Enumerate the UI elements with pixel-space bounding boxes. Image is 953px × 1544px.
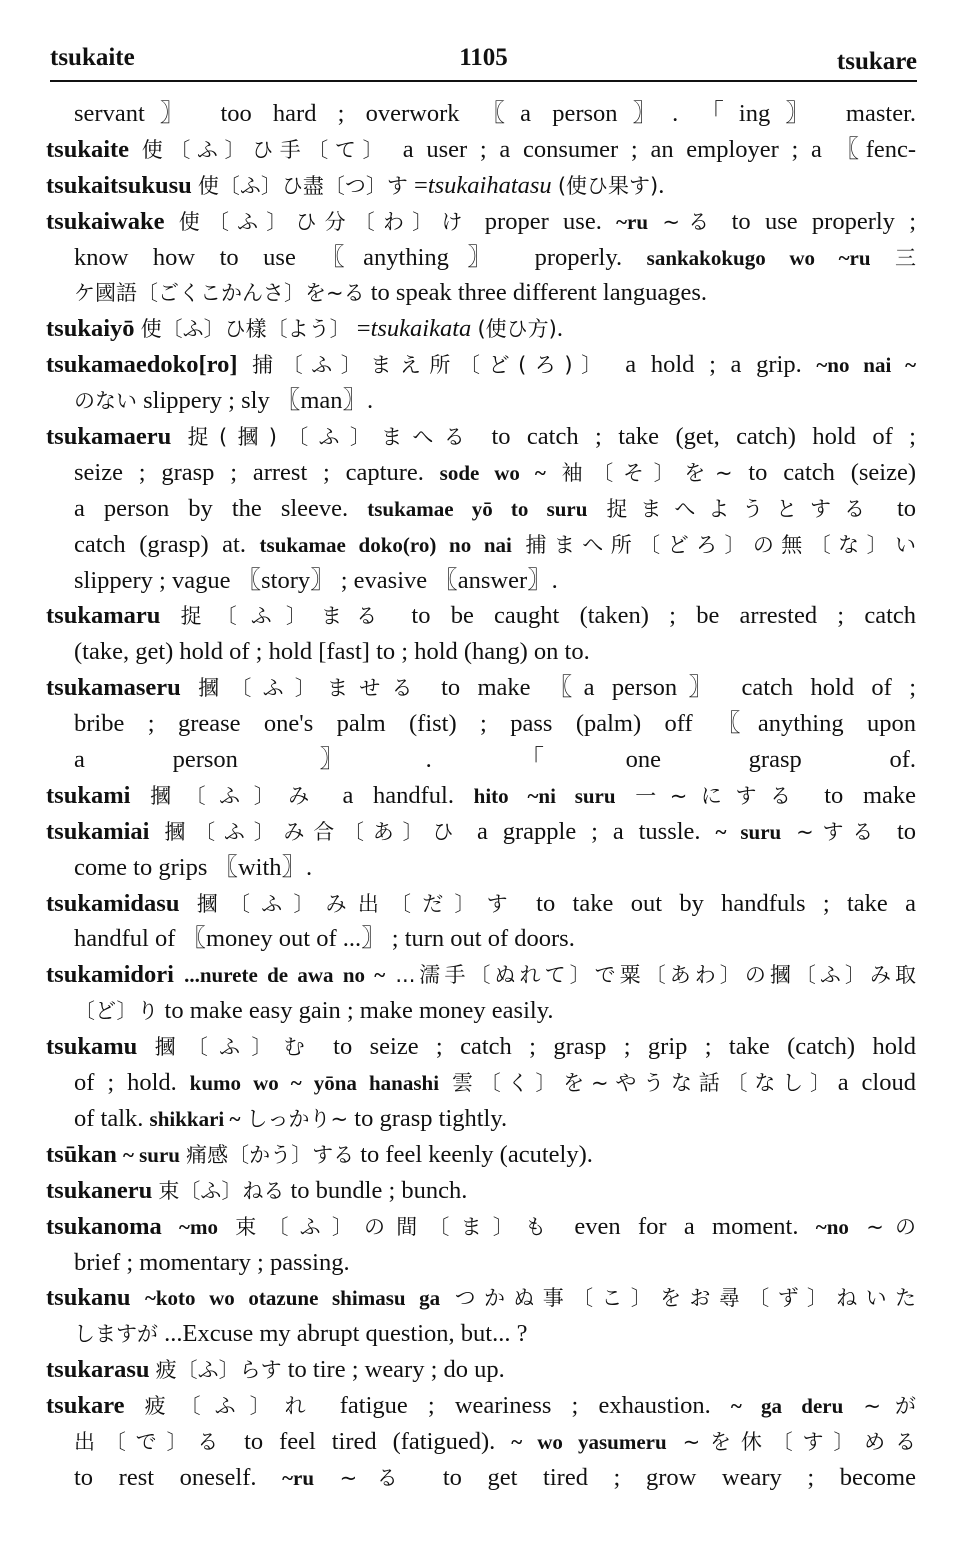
- definition-text: a person by the sleeve.: [74, 494, 368, 522]
- text-line: [46, 814, 916, 850]
- definition-text: to take out by handfuls ; take a: [518, 889, 916, 917]
- definition-text: =: [350, 315, 371, 343]
- definition-text: fatigue ; weariness ; exhaustion.: [319, 1392, 731, 1420]
- text-line: [46, 850, 916, 886]
- definition-text: a person〗. 「one grasp of.: [74, 746, 916, 774]
- text-line: [46, 419, 916, 455]
- definition-text: [125, 1392, 145, 1419]
- definition-text: (take, get) hold of ; hold [fast] to ; hold (hang) on to.: [74, 638, 590, 666]
- definition-text: to catch ; take (get, catch) hold of ;: [475, 423, 916, 451]
- definition-text: catch (grasp) at.: [74, 530, 260, 558]
- definition-text: to bundle ; bunch.: [284, 1176, 468, 1204]
- romaji-example: ~koto wo otazune shimasu ga: [144, 1286, 441, 1311]
- dictionary-entries: [46, 96, 916, 1496]
- text-line: [46, 527, 916, 563]
- japanese-text: 捕まへ所〔どろ〕の無〔な〕い: [525, 532, 916, 557]
- text-line: [46, 347, 916, 383]
- definition-text: [314, 1464, 340, 1491]
- text-line: [46, 132, 916, 168]
- definition-text: [512, 531, 526, 558]
- romaji-example: tsukamae doko(ro) no nai: [259, 532, 512, 557]
- text-line: [46, 1316, 916, 1352]
- text-line: [46, 455, 916, 491]
- definition-text: [174, 961, 184, 988]
- romaji-example: ~no nai ~: [816, 353, 916, 378]
- definition-text: [871, 244, 896, 271]
- definition-text: [648, 208, 662, 235]
- romaji-example: ~ suru: [122, 1142, 180, 1167]
- headword: tsukaneru: [46, 1176, 153, 1204]
- japanese-text: 袖〔そ〕を~: [561, 460, 733, 485]
- text-line: [46, 742, 916, 778]
- definition-text: to get tired ; grow weary ; become: [417, 1463, 916, 1491]
- japanese-text: 使〔ふ〕ひ手〔て〕: [141, 137, 391, 162]
- headword: tsukanu: [46, 1284, 131, 1312]
- text-line: [46, 1209, 916, 1245]
- japanese-text: 摑〔ふ〕み: [150, 783, 323, 808]
- definition-text: slippery ; sly 〖man〗.: [137, 387, 374, 415]
- definition-text: [616, 782, 636, 809]
- headword: tsukamaseru: [46, 674, 181, 702]
- japanese-text: ~する: [796, 819, 883, 844]
- text-line: [46, 921, 916, 957]
- definition-text: [181, 674, 198, 701]
- text-line: [46, 275, 916, 311]
- definition-text: [160, 602, 180, 629]
- definition-text: to grasp tightly.: [348, 1104, 508, 1132]
- text-line: [46, 1245, 916, 1281]
- definition-text: a handful.: [322, 781, 474, 809]
- japanese-text: 使〔ふ〕ひ分〔わ〕け: [178, 209, 471, 234]
- definition-text: to make: [804, 781, 916, 809]
- text-line: [46, 886, 916, 922]
- japanese-text: 使〔ふ〕ひ盡〔つ〕す: [197, 173, 408, 198]
- japanese-text: 摑〔ふ〕む: [154, 1035, 316, 1060]
- definition-text: [237, 351, 252, 378]
- romaji-example: ~ru: [282, 1465, 315, 1490]
- text-line: [46, 1424, 916, 1460]
- definition-text: [171, 423, 187, 450]
- japanese-text: 束〔ふ〕ねる: [158, 1178, 285, 1203]
- definition-text: know how to use 〖anything〗 properly.: [74, 243, 647, 271]
- headword: tsukaiyō: [46, 315, 135, 343]
- definition-text: to rest oneself.: [74, 1463, 283, 1491]
- romaji-example: ~no: [815, 1214, 849, 1239]
- romaji-example: sode wo ~: [439, 460, 546, 485]
- japanese-text: のない: [74, 389, 137, 414]
- definition-text: ...Excuse my abrupt question, but... ?: [158, 1320, 528, 1348]
- definition-text: a user ; a consumer ; an employer ; a 〖fenc-: [390, 135, 916, 163]
- japanese-text: 摑〔ふ〕み合〔あ〕ひ: [164, 819, 463, 844]
- definition-text: to speak three different languages.: [364, 279, 708, 307]
- definition-text: [667, 1428, 683, 1455]
- text-line: [46, 1029, 916, 1065]
- definition-text: even for a moment.: [557, 1212, 816, 1240]
- definition-text: [385, 961, 395, 988]
- italic-reference: tsukaikata: [370, 315, 472, 343]
- romaji-example: kumo wo ~ yōna hanashi: [189, 1071, 440, 1096]
- text-line: [46, 706, 916, 742]
- definition-text: [164, 208, 178, 235]
- definition-text: [129, 136, 142, 163]
- japanese-text: ~を休〔す〕める: [682, 1429, 916, 1454]
- romaji-example: tsukamae yō to suru: [367, 496, 588, 521]
- japanese-text: 出〔で〕る: [74, 1429, 229, 1454]
- romaji-example: ...nurete de awa no ~: [184, 963, 386, 988]
- definition-text: servant〗 too hard ; overwork 〖a person〗. 「ing〗 master.: [74, 100, 916, 127]
- romaji-example: ~ wo yasumeru: [511, 1429, 667, 1454]
- definition-text: come to grips 〖with〗.: [74, 853, 313, 881]
- italic-reference: tsukaihatasu: [427, 171, 552, 199]
- definition-text: [130, 782, 150, 809]
- definition-text: handful of 〖money out of ...〗 ; turn out of doors.: [74, 925, 575, 953]
- text-line: [46, 1388, 916, 1424]
- definition-text: [781, 818, 796, 845]
- japanese-text: ~の: [866, 1214, 916, 1239]
- headword: tsukami: [46, 781, 131, 809]
- headword: tsukamaru: [46, 602, 161, 630]
- definition-text: seize ; grasp ; arrest ; capture.: [74, 458, 440, 486]
- definition-text: slippery ; vague 〖story〗 ; evasive 〖answer〗.: [74, 566, 558, 594]
- japanese-text: 雲〔く〕を~やうな話〔なし〕: [451, 1071, 838, 1096]
- japanese-text: 摑〔ふ〕み出〔だ〕す: [196, 891, 519, 916]
- romaji-example: ~ suru: [715, 819, 782, 844]
- definition-text: [440, 1284, 454, 1311]
- definition-text: to: [882, 817, 916, 845]
- japanese-text: 束〔ふ〕の間〔ま〕も: [235, 1214, 558, 1239]
- definition-text: a cloud: [837, 1069, 916, 1097]
- japanese-text: 一~にする: [635, 783, 805, 808]
- headword: tsukare: [46, 1392, 125, 1420]
- japanese-text: ...濡手〔ぬれて〕で粟〔あわ〕の摑〔ふ〕み取: [395, 963, 916, 988]
- headword: tsukaitsukusu: [46, 171, 192, 199]
- romaji-example: ~ ga deru: [730, 1394, 844, 1419]
- romaji-example: hito ~ni suru: [473, 783, 616, 808]
- japanese-text: しますが: [74, 1322, 158, 1347]
- headword: tsukarasu: [46, 1356, 150, 1384]
- definition-text: a hold ; a grip.: [610, 351, 817, 379]
- definition-text: a grapple ; a tussle.: [462, 817, 716, 845]
- text-line: [46, 1101, 916, 1137]
- definition-text: proper use.: [470, 207, 617, 235]
- japanese-text: 捉〔ふ〕まる: [180, 604, 392, 629]
- japanese-text: しっかり~: [246, 1106, 349, 1131]
- text-line: [46, 598, 916, 634]
- japanese-text: 三: [895, 245, 916, 270]
- japanese-text: (使ひ果す): [557, 173, 659, 198]
- text-line: [46, 1280, 916, 1316]
- definition-text: to be caught (taken) ; be arrested ; catch: [391, 602, 916, 630]
- definition-text: [587, 495, 606, 522]
- japanese-text: (使ひ方): [477, 317, 557, 342]
- definition-text: to make easy gain ; make money easily.: [158, 997, 554, 1025]
- japanese-text: 疲〔ふ〕らす: [155, 1358, 282, 1383]
- definition-text: to feel keenly (acutely).: [354, 1140, 593, 1168]
- definition-text: [179, 890, 196, 917]
- japanese-text: 摑〔ふ〕ませる: [198, 676, 424, 701]
- romaji-example: shikkari ~: [149, 1106, 241, 1131]
- definition-text: of ; hold.: [74, 1069, 190, 1097]
- definition-text: [149, 818, 164, 845]
- definition-text: [546, 459, 562, 486]
- text-line: [46, 670, 916, 706]
- definition-text: [130, 1284, 144, 1311]
- definition-text: brief ; momentary ; passing.: [74, 1248, 350, 1276]
- definition-text: .: [658, 171, 665, 199]
- definition-text: to tire ; weary ; do up.: [281, 1356, 505, 1384]
- text-line: [46, 993, 916, 1029]
- japanese-text: ~る: [662, 209, 718, 234]
- japanese-text: 捉まへようとする: [606, 496, 878, 521]
- japanese-text: 痛感〔かう〕する: [186, 1142, 355, 1167]
- definition-text: [137, 1033, 154, 1060]
- page-number: 1105: [459, 44, 508, 71]
- headword: tsukamidori: [46, 961, 174, 989]
- text-line: [46, 1352, 916, 1388]
- japanese-text: つかぬ事〔こ〕をお尋〔ず〕ねいた: [454, 1286, 916, 1311]
- text-line: [46, 240, 916, 276]
- definition-text: =: [407, 171, 428, 199]
- headword: tsūkan: [46, 1140, 117, 1168]
- definition-text: to feel tired (fatigued).: [228, 1427, 512, 1455]
- headword: tsukaiwake: [46, 207, 165, 235]
- japanese-text: 捉(摑)〔ふ〕まへる: [187, 425, 476, 450]
- text-line: [46, 778, 916, 814]
- text-line: [46, 168, 916, 204]
- headword: tsukamiai: [46, 817, 150, 845]
- definition-text: [843, 1392, 863, 1419]
- definition-text: to seize ; catch ; grasp ; grip ; take (catch) hold: [315, 1033, 916, 1061]
- headword: tsukaite: [46, 135, 130, 163]
- romaji-example: ~mo: [179, 1214, 218, 1239]
- japanese-text: ~る: [339, 1465, 418, 1490]
- text-line: [46, 634, 916, 670]
- japanese-text: ~が: [863, 1394, 916, 1419]
- japanese-text: 使〔ふ〕ひ樣〔よう〕: [140, 317, 351, 342]
- headword: tsukamidasu: [46, 889, 180, 917]
- japanese-text: 捕〔ふ〕まえ所〔ど(ろ)〕: [252, 353, 611, 378]
- romaji-example: sankakokugo wo ~ru: [646, 245, 871, 270]
- definition-text: to: [877, 494, 916, 522]
- japanese-text: 〔ど〕り: [74, 999, 159, 1024]
- text-line: [46, 491, 916, 527]
- text-line: [46, 563, 916, 599]
- definition-text: [849, 1213, 866, 1240]
- definition-text: [439, 1069, 452, 1096]
- definition-text: to use properly ;: [717, 207, 916, 235]
- header-last-entry: tsukare: [836, 48, 917, 75]
- text-line: [46, 311, 916, 347]
- text-line: [46, 1065, 916, 1101]
- japanese-text: ケ國語〔ごくこかんさ〕を~る: [74, 281, 365, 306]
- headword: tsukamaeru: [46, 423, 172, 451]
- romaji-example: ~ru: [616, 209, 649, 234]
- definition-text: to catch (seize): [732, 458, 916, 486]
- header-first-entry: tsukaite: [50, 44, 135, 71]
- japanese-text: 疲〔ふ〕れ: [144, 1394, 320, 1419]
- text-line: [46, 383, 916, 419]
- text-line: [46, 1173, 916, 1209]
- headword: tsukamu: [46, 1033, 138, 1061]
- text-line: [46, 204, 916, 240]
- definition-text: to make 〖a person〗 catch hold of ;: [423, 674, 916, 702]
- definition-text: of talk.: [74, 1104, 150, 1132]
- definition-text: .: [556, 315, 563, 343]
- text-line: [46, 1137, 916, 1173]
- text-line: [46, 96, 916, 132]
- text-line: [46, 957, 916, 993]
- definition-text: [218, 1213, 235, 1240]
- headword: tsukanoma: [46, 1212, 162, 1240]
- headword: tsukamaedoko[ro]: [46, 351, 238, 379]
- page-header: [50, 40, 917, 82]
- definition-text: [162, 1213, 179, 1240]
- definition-text: bribe ; grease one's palm (fist) ; pass (palm) off 〖anything upon: [74, 710, 916, 738]
- text-line: [46, 1460, 916, 1496]
